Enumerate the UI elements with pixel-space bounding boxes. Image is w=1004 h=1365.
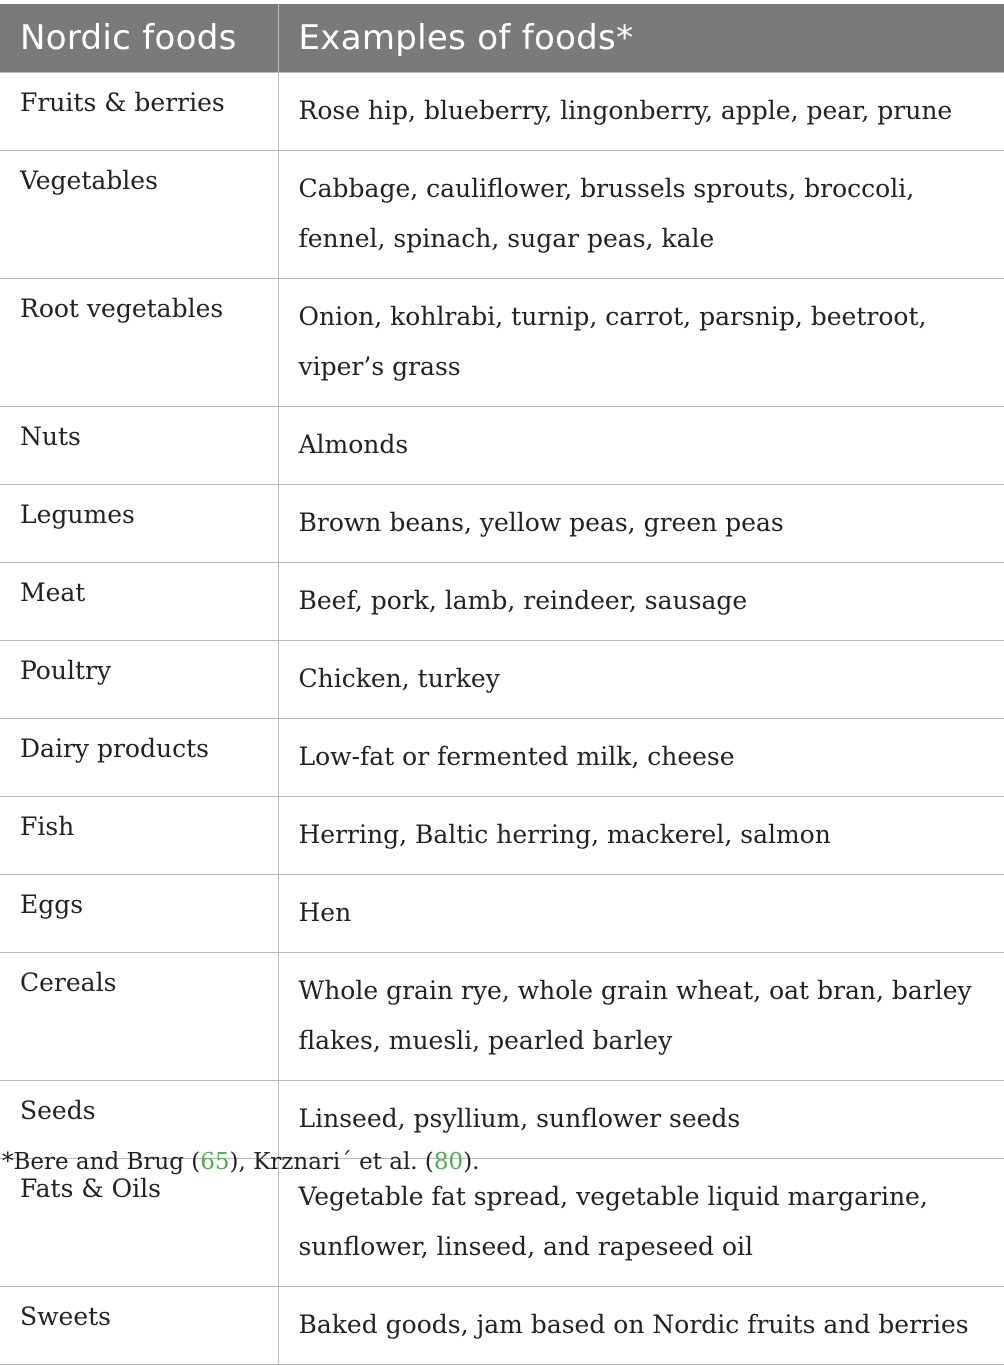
category-cell: Eggs [0,875,278,953]
category-cell: Fruits & berries [0,73,278,151]
table-row [0,1159,1004,1287]
footnote-prefix: *Bere and Brug ( [2,1149,201,1175]
examples-cell: Beef, pork, lamb, reindeer, sausage [278,563,1004,641]
table-row [0,641,1004,719]
examples-cell: Brown beans, yellow peas, green peas [278,485,1004,563]
category-cell: Root vegetables [0,279,278,407]
category-cell: Dairy products [0,719,278,797]
category-cell: Seeds [0,1081,278,1159]
header-examples: Examples of foods* [278,4,1004,73]
table-row [0,151,1004,279]
category-cell: Legumes [0,485,278,563]
table-row [0,407,1004,485]
examples-cell: Almonds [278,407,1004,485]
examples-cell: Herring, Baltic herring, mackerel, salmon [278,797,1004,875]
table-row [0,279,1004,407]
footnote-suffix: ). [463,1149,480,1175]
table-row [0,485,1004,563]
table-row [0,563,1004,641]
examples-cell: Baked goods, jam based on Nordic fruits and berries [278,1287,1004,1365]
examples-cell: Vegetable fat spread, vegetable liquid margarine, sunflower, linseed, and rapeseed oil [278,1159,1004,1287]
category-cell: Fish [0,797,278,875]
examples-cell: Cabbage, cauliflower, brussels sprouts, broccoli, fennel, spinach, sugar peas, kale [278,151,1004,279]
category-cell: Nuts [0,407,278,485]
table-row [0,875,1004,953]
examples-cell: Low-fat or fermented milk, cheese [278,719,1004,797]
examples-cell: Hen [278,875,1004,953]
table-row [0,953,1004,1081]
table-row [0,719,1004,797]
footnote-middle: ), Krznari´ et al. ( [229,1149,434,1175]
category-cell: Cereals [0,953,278,1081]
examples-cell: Onion, kohlrabi, turnip, carrot, parsnip, beetroot, viper’s grass [278,279,1004,407]
examples-cell: Linseed, psyllium, sunflower seeds [278,1081,1004,1159]
category-cell: Poultry [0,641,278,719]
examples-cell: Whole grain rye, whole grain wheat, oat bran, barley flakes, muesli, pearled barley [278,953,1004,1081]
examples-cell: Rose hip, blueberry, lingonberry, apple, pear, prune [278,73,1004,151]
category-cell: Vegetables [0,151,278,279]
header-row [0,4,1004,73]
footnote [2,1149,479,1175]
header-nordic-foods: Nordic foods [0,4,278,73]
table-row [0,1081,1004,1159]
table-row [0,1287,1004,1365]
reference-link-65[interactable]: 65 [200,1149,230,1175]
reference-link-80[interactable]: 80 [433,1149,464,1175]
table-row [0,73,1004,151]
table-row [0,797,1004,875]
category-cell: Fats & Oils [0,1159,278,1287]
category-cell: Sweets [0,1287,278,1365]
examples-cell: Chicken, turkey [278,641,1004,719]
category-cell: Meat [0,563,278,641]
